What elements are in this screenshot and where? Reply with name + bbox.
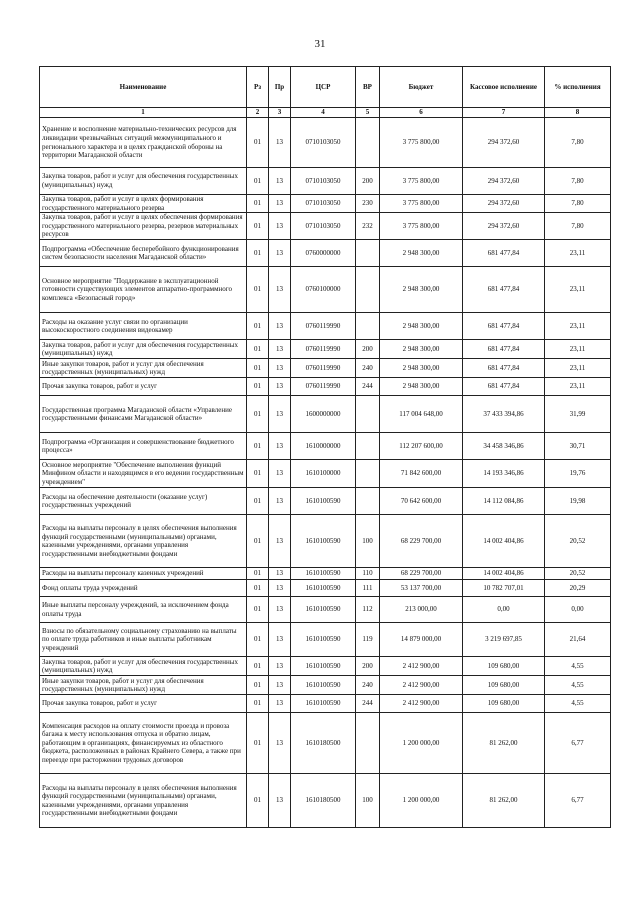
table-row (40, 240, 611, 267)
row-budget: 68 229 700,00 (380, 568, 463, 580)
row-pct: 20,29 (545, 580, 611, 597)
row-rz: 01 (247, 240, 269, 267)
row-csr: 1610100590 (291, 676, 356, 695)
row-pr: 13 (269, 676, 291, 695)
row-rz: 01 (247, 597, 269, 623)
table-row (40, 213, 611, 240)
table-row (40, 378, 611, 396)
row-rz: 01 (247, 340, 269, 359)
table-row (40, 623, 611, 657)
row-csr: 1610180500 (291, 713, 356, 774)
row-cash: 81 262,00 (463, 774, 545, 828)
row-budget: 1 200 000,00 (380, 713, 463, 774)
row-rz: 01 (247, 695, 269, 713)
row-cash: 81 262,00 (463, 713, 545, 774)
table-row (40, 267, 611, 313)
row-vr (356, 396, 380, 433)
row-csr: 0760119990 (291, 340, 356, 359)
table-row (40, 118, 611, 168)
table-row (40, 713, 611, 774)
row-rz: 01 (247, 359, 269, 378)
row-pr: 13 (269, 168, 291, 195)
row-budget: 3 775 800,00 (380, 213, 463, 240)
row-cash: 294 372,60 (463, 168, 545, 195)
row-budget: 2 412 900,00 (380, 676, 463, 695)
row-vr: 100 (356, 515, 380, 568)
index-cell: 2 (247, 108, 269, 118)
row-name: Прочая закупка товаров, работ и услуг (40, 695, 247, 713)
row-csr: 0710103050 (291, 118, 356, 168)
row-pr: 13 (269, 267, 291, 313)
row-pct: 0,00 (545, 597, 611, 623)
row-pr: 13 (269, 580, 291, 597)
row-rz: 01 (247, 267, 269, 313)
row-name: Подпрограмма «Обеспечение бесперебойного функционирования систем безопасности населения Магаданской области» (40, 240, 247, 267)
table-row (40, 568, 611, 580)
row-budget: 112 207 600,00 (380, 433, 463, 460)
row-budget: 2 412 900,00 (380, 695, 463, 713)
row-cash: 294 372,60 (463, 195, 545, 213)
row-rz: 01 (247, 657, 269, 676)
row-rz: 01 (247, 488, 269, 515)
row-cash: 14 193 346,86 (463, 460, 545, 488)
row-cash: 294 372,60 (463, 213, 545, 240)
row-budget: 3 775 800,00 (380, 195, 463, 213)
row-pr: 13 (269, 313, 291, 340)
row-csr: 1610100590 (291, 695, 356, 713)
index-cell: 1 (40, 108, 247, 118)
table-row (40, 515, 611, 568)
row-rz: 01 (247, 213, 269, 240)
row-name: Закупка товаров, работ и услуг в целях формирования государственного материального резерва (40, 195, 247, 213)
row-vr: 244 (356, 378, 380, 396)
row-pct: 6,77 (545, 774, 611, 828)
row-pct: 20,52 (545, 568, 611, 580)
row-pr: 13 (269, 657, 291, 676)
row-name: Прочая закупка товаров, работ и услуг (40, 378, 247, 396)
table-body (40, 118, 611, 828)
row-pct: 4,55 (545, 695, 611, 713)
row-vr (356, 460, 380, 488)
row-vr (356, 118, 380, 168)
row-csr: 0710103050 (291, 168, 356, 195)
row-csr: 0710103050 (291, 213, 356, 240)
row-vr: 232 (356, 213, 380, 240)
row-cash: 14 112 084,86 (463, 488, 545, 515)
row-cash: 681 477,84 (463, 267, 545, 313)
row-name: Расходы на оказание услуг связи по организации высокоскоростного соединения видеокамер (40, 313, 247, 340)
row-rz: 01 (247, 118, 269, 168)
row-vr (356, 433, 380, 460)
row-budget: 2 948 300,00 (380, 359, 463, 378)
row-csr: 0760119990 (291, 378, 356, 396)
row-name: Основное мероприятие "Поддержание в эксплуатационной готовности существующих элементов аппаратно-программного комплекса «Безопасный город» (40, 267, 247, 313)
row-budget: 2 948 300,00 (380, 240, 463, 267)
row-rz: 01 (247, 195, 269, 213)
row-pr: 13 (269, 378, 291, 396)
header-pr: Пр (269, 67, 291, 108)
row-csr: 1610100000 (291, 460, 356, 488)
row-budget: 53 137 700,00 (380, 580, 463, 597)
row-vr (356, 488, 380, 515)
row-csr: 1610180500 (291, 774, 356, 828)
header-pct: % исполнения (545, 67, 611, 108)
row-budget: 213 000,00 (380, 597, 463, 623)
index-row (40, 108, 611, 118)
row-pr: 13 (269, 774, 291, 828)
table-row (40, 168, 611, 195)
row-cash: 34 458 346,86 (463, 433, 545, 460)
row-name: Основное мероприятие "Обеспечение выполнения функций Минфином области и находящимся в его ведении государственным учреждением" (40, 460, 247, 488)
row-pr: 13 (269, 488, 291, 515)
row-budget: 68 229 700,00 (380, 515, 463, 568)
header-csr: ЦСР (291, 67, 356, 108)
row-csr: 0760000000 (291, 240, 356, 267)
row-rz: 01 (247, 433, 269, 460)
row-vr (356, 313, 380, 340)
row-cash: 681 477,84 (463, 240, 545, 267)
header-row (40, 67, 611, 108)
row-name: Иные закупки товаров, работ и услуг для обеспечения государственных (муниципальных) нужд (40, 359, 247, 378)
row-vr: 110 (356, 568, 380, 580)
row-pr: 13 (269, 240, 291, 267)
row-pct: 31,99 (545, 396, 611, 433)
row-rz: 01 (247, 396, 269, 433)
row-pct: 19,76 (545, 460, 611, 488)
row-name: Компенсация расходов на оплату стоимости проезда и провоза багажа к месту использования отпуска и обратно лицам, работающим в организациях, финансируемых из областного бюджета, расположенных в районах Крайнего Севера, а также при переезде при расторжении трудовых договоров (40, 713, 247, 774)
row-name: Расходы на обеспечение деятельности (оказание услуг) государственных учреждений (40, 488, 247, 515)
header-name: Наименование (40, 67, 247, 108)
table-row (40, 597, 611, 623)
row-pr: 13 (269, 433, 291, 460)
row-vr: 230 (356, 195, 380, 213)
row-name: Расходы на выплаты персоналу в целях обеспечения выполнения функций государственными (муниципальными) органами, казенными учреждениями, органами управления государственными внебюджетными фондами (40, 515, 247, 568)
row-cash: 294 372,60 (463, 118, 545, 168)
row-csr: 1610100590 (291, 580, 356, 597)
row-pct: 23,11 (545, 313, 611, 340)
table-row (40, 488, 611, 515)
row-cash: 10 782 707,01 (463, 580, 545, 597)
row-vr: 244 (356, 695, 380, 713)
row-name: Государственная программа Магаданской области «Управление государственными финансами Магаданской области» (40, 396, 247, 433)
row-rz: 01 (247, 713, 269, 774)
row-vr: 112 (356, 597, 380, 623)
row-budget: 117 004 648,00 (380, 396, 463, 433)
header-cash: Кассовое исполнение (463, 67, 545, 108)
row-vr: 200 (356, 168, 380, 195)
row-cash: 109 680,00 (463, 676, 545, 695)
row-pct: 4,55 (545, 676, 611, 695)
index-cell: 3 (269, 108, 291, 118)
row-budget: 1 200 000,00 (380, 774, 463, 828)
row-pct: 6,77 (545, 713, 611, 774)
table-row (40, 313, 611, 340)
row-pr: 13 (269, 460, 291, 488)
table-row (40, 433, 611, 460)
row-vr: 100 (356, 774, 380, 828)
row-vr: 200 (356, 340, 380, 359)
row-cash: 14 002 404,86 (463, 568, 545, 580)
row-name: Расходы на выплаты персоналу казенных учреждений (40, 568, 247, 580)
row-rz: 01 (247, 460, 269, 488)
row-csr: 1610100590 (291, 657, 356, 676)
table-row (40, 676, 611, 695)
row-name: Расходы на выплаты персоналу в целях обеспечения выполнения функций государственными (муниципальными) органами, казенными учреждениями, органами управления государственными внебюджетными фондами (40, 774, 247, 828)
row-pct: 21,64 (545, 623, 611, 657)
header-vr: ВР (356, 67, 380, 108)
row-name: Иные закупки товаров, работ и услуг для обеспечения государственных (муниципальных) нужд (40, 676, 247, 695)
row-budget: 2 948 300,00 (380, 378, 463, 396)
row-pr: 13 (269, 118, 291, 168)
row-budget: 2 412 900,00 (380, 657, 463, 676)
row-rz: 01 (247, 515, 269, 568)
row-pr: 13 (269, 213, 291, 240)
table-row (40, 774, 611, 828)
row-rz: 01 (247, 568, 269, 580)
row-csr: 1610100590 (291, 623, 356, 657)
row-budget: 71 842 600,00 (380, 460, 463, 488)
row-pct: 30,71 (545, 433, 611, 460)
row-csr: 0760119990 (291, 359, 356, 378)
index-cell: 8 (545, 108, 611, 118)
row-name: Иные выплаты персоналу учреждений, за исключением фонда оплаты труда (40, 597, 247, 623)
row-pr: 13 (269, 597, 291, 623)
row-budget: 2 948 300,00 (380, 313, 463, 340)
row-cash: 37 433 394,86 (463, 396, 545, 433)
row-csr: 1610100590 (291, 515, 356, 568)
row-pct: 20,52 (545, 515, 611, 568)
row-name: Закупка товаров, работ и услуг для обеспечения государственных (муниципальных) нужд (40, 340, 247, 359)
row-pct: 7,80 (545, 118, 611, 168)
row-cash: 681 477,84 (463, 378, 545, 396)
table-row (40, 195, 611, 213)
row-csr: 1610100590 (291, 568, 356, 580)
table-row (40, 396, 611, 433)
table-row (40, 580, 611, 597)
table-row (40, 340, 611, 359)
row-budget: 14 879 000,00 (380, 623, 463, 657)
row-name: Закупка товаров, работ и услуг для обеспечения государственных (муниципальных) нужд (40, 168, 247, 195)
row-vr: 111 (356, 580, 380, 597)
row-pct: 4,55 (545, 657, 611, 676)
row-budget: 2 948 300,00 (380, 340, 463, 359)
table-row (40, 657, 611, 676)
row-vr (356, 713, 380, 774)
row-csr: 1610000000 (291, 433, 356, 460)
index-cell: 4 (291, 108, 356, 118)
table-row (40, 695, 611, 713)
row-csr: 0710103050 (291, 195, 356, 213)
row-pct: 7,80 (545, 213, 611, 240)
row-budget: 3 775 800,00 (380, 118, 463, 168)
row-vr (356, 240, 380, 267)
row-name: Подпрограмма «Организация и совершенствование бюджетного процесса» (40, 433, 247, 460)
row-csr: 0760119990 (291, 313, 356, 340)
header-rz: Рз (247, 67, 269, 108)
row-vr: 200 (356, 657, 380, 676)
row-pr: 13 (269, 340, 291, 359)
row-budget: 3 775 800,00 (380, 168, 463, 195)
row-csr: 1610100590 (291, 597, 356, 623)
row-rz: 01 (247, 676, 269, 695)
row-cash: 681 477,84 (463, 359, 545, 378)
row-rz: 01 (247, 313, 269, 340)
row-vr (356, 267, 380, 313)
row-cash: 3 219 697,85 (463, 623, 545, 657)
budget-table (39, 66, 611, 828)
row-rz: 01 (247, 623, 269, 657)
row-vr: 119 (356, 623, 380, 657)
row-name: Закупка товаров, работ и услуг в целях обеспечения формирования государственного материального резерва, резервов материальных ресурсов (40, 213, 247, 240)
index-cell: 7 (463, 108, 545, 118)
row-csr: 1600000000 (291, 396, 356, 433)
row-budget: 70 642 600,00 (380, 488, 463, 515)
row-rz: 01 (247, 580, 269, 597)
row-name: Взносы по обязательному социальному страхованию на выплаты по оплате труда работников и иные выплаты работникам учреждений (40, 623, 247, 657)
row-cash: 109 680,00 (463, 695, 545, 713)
row-cash: 109 680,00 (463, 657, 545, 676)
index-cell: 6 (380, 108, 463, 118)
row-budget: 2 948 300,00 (380, 267, 463, 313)
row-cash: 681 477,84 (463, 313, 545, 340)
row-pct: 7,80 (545, 168, 611, 195)
header-budget: Бюджет (380, 67, 463, 108)
row-pr: 13 (269, 396, 291, 433)
index-cell: 5 (356, 108, 380, 118)
page-number: 31 (314, 38, 326, 50)
row-pct: 23,11 (545, 240, 611, 267)
row-csr: 0760100000 (291, 267, 356, 313)
row-vr: 240 (356, 676, 380, 695)
row-pr: 13 (269, 568, 291, 580)
row-pr: 13 (269, 359, 291, 378)
row-pct: 7,80 (545, 195, 611, 213)
table-row (40, 359, 611, 378)
row-pr: 13 (269, 515, 291, 568)
row-pct: 23,11 (545, 378, 611, 396)
row-pct: 23,11 (545, 340, 611, 359)
row-rz: 01 (247, 168, 269, 195)
row-pr: 13 (269, 713, 291, 774)
row-cash: 0,00 (463, 597, 545, 623)
row-pct: 23,11 (545, 267, 611, 313)
row-cash: 681 477,84 (463, 340, 545, 359)
row-rz: 01 (247, 774, 269, 828)
row-name: Хранение и восполнение материально-технических ресурсов для ликвидации чрезвычайных ситуаций межмуниципального и регионального характера и в целях гражданской обороны на территории Магаданской области (40, 118, 247, 168)
row-pct: 19,98 (545, 488, 611, 515)
row-name: Фонд оплаты труда учреждений (40, 580, 247, 597)
row-pr: 13 (269, 623, 291, 657)
row-pr: 13 (269, 195, 291, 213)
row-csr: 1610100590 (291, 488, 356, 515)
row-rz: 01 (247, 378, 269, 396)
row-pct: 23,11 (545, 359, 611, 378)
row-name: Закупка товаров, работ и услуг для обеспечения государственных (муниципальных) нужд (40, 657, 247, 676)
row-pr: 13 (269, 695, 291, 713)
row-cash: 14 002 404,86 (463, 515, 545, 568)
row-vr: 240 (356, 359, 380, 378)
table-row (40, 460, 611, 488)
